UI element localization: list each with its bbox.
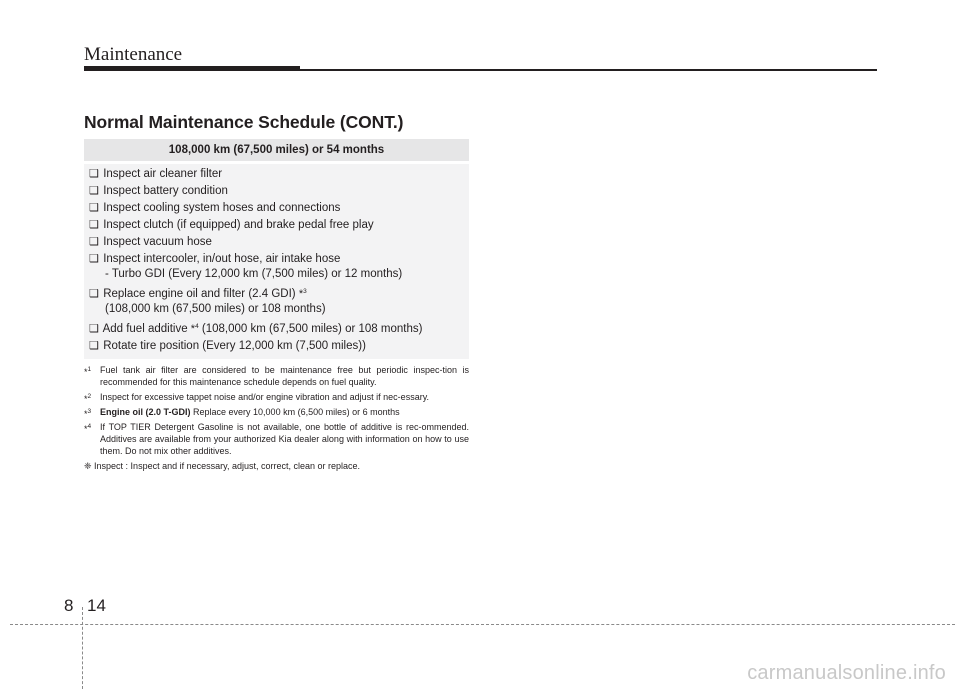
checkbox-icon: ❑ [89, 253, 99, 265]
footnote: *$^1$ Fuel tank air filter are considered to be maintenance free but periodic inspec-tion is recommended for this maintenance schedule depends on fuel quality. [84, 365, 469, 387]
schedule-item: ❑ Inspect cooling system hoses and connections [89, 202, 341, 214]
page-heading: Normal Maintenance Schedule (CONT.) [84, 112, 404, 132]
inspect-note: ❈ Inspect : Inspect and if necessary, adjust, correct, clean or replace. [84, 461, 361, 471]
footnote: *$^4$ If TOP TIER Detergent Gasoline is not available, one bottle of additive is rec-ommended. Additives are available from your authorized Kia dealer along with information on how to use them. Do not mix other additives. [84, 422, 469, 456]
checkbox-icon: ❑ [89, 323, 99, 335]
footnote-ref: 3 [303, 288, 307, 295]
checkbox-icon: ❑ [89, 219, 99, 231]
checkbox-icon: ❑ [89, 168, 99, 180]
schedule-item: ❑ Inspect air cleaner filter [89, 168, 223, 180]
footer-rule [10, 624, 955, 625]
chapter-number: 8 [64, 596, 74, 615]
footnote-ref: 4 [195, 323, 199, 330]
schedule-item: ❑ Rotate tire position (Every 12,000 km (7,500 miles)) [89, 340, 366, 352]
schedule-item: ❑ Replace engine oil and filter (2.4 GDI) *$^3$ (108,000 km (67,500 miles) or 108 months) [89, 288, 326, 315]
schedule-item: ❑ Add fuel additive *$^4$ (108,000 km (67,500 miles) or 108 months) [89, 323, 423, 335]
checkbox-icon: ❑ [89, 340, 99, 352]
section-title: Maintenance [84, 44, 183, 65]
schedule-items [84, 164, 469, 359]
schedule-item: ❑ Inspect clutch (if equipped) and brake pedal free play [89, 219, 374, 231]
schedule-item: ❑ Inspect intercooler, in/out hose, air intake hose - Turbo GDI (Every 12,000 km (7,500 miles) or 12 months) [89, 253, 403, 280]
schedule-item: ❑ Inspect vacuum hose [89, 236, 212, 248]
checkbox-icon: ❑ [89, 185, 99, 197]
checkbox-icon: ❑ [89, 202, 99, 214]
schedule-interval-header: 108,000 km (67,500 miles) or 54 months [84, 139, 469, 161]
header-rule-thick [84, 66, 300, 71]
footnotes [84, 364, 469, 472]
checkbox-icon: ❑ [89, 236, 99, 248]
schedule-item: ❑ Inspect battery condition [89, 185, 228, 197]
footnote: *$^2$ Inspect for excessive tappet noise and/or engine vibration and adjust if nec-essary. [84, 392, 430, 404]
watermark: carmanualsonline.info [747, 662, 946, 684]
header-rule-thin [300, 69, 877, 71]
schedule-table [84, 139, 469, 359]
checkbox-icon: ❑ [89, 288, 99, 300]
footnote: *$^3$ Engine oil (2.0 T-GDI) Replace every 10,000 km (6,500 miles) or 6 months [84, 407, 400, 419]
page-number: 14 [87, 596, 106, 615]
footer-divider [82, 607, 83, 689]
